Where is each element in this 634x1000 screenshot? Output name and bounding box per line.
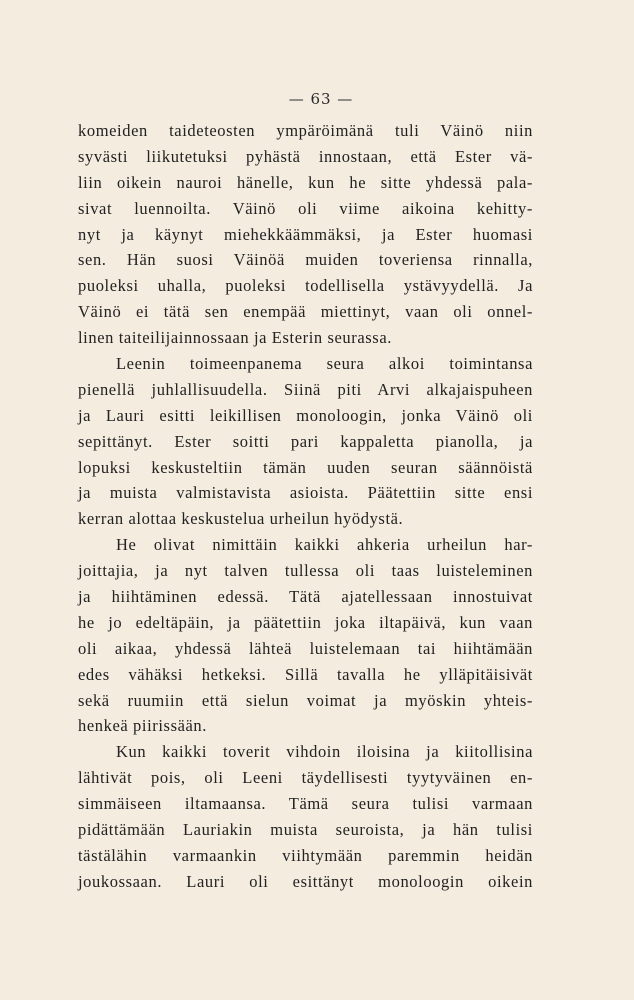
text-line: oli aikaa, yhdessä lähteä luistelemaan tai hiihtämään xyxy=(78,638,533,658)
text-line: sepittänyt. Ester soitti pari kappaletta pianolla, ja xyxy=(78,431,533,451)
text-line: puoleksi uhalla, puoleksi todellisella ystävyydellä. Ja xyxy=(78,276,533,296)
text-line: syvästi liikutetuksi pyhästä innostaan, että Ester vä- xyxy=(78,146,533,166)
text-line: ja hiihtäminen edessä. Tätä ajatellessaan innostuivat xyxy=(78,587,533,607)
page-number: — 63 — xyxy=(288,90,354,108)
text-line: lopuksi keskusteltiin tämän uuden seuran säännöistä xyxy=(78,457,533,477)
text-line: sekä ruumiin että sielun voimat ja myöskin yhteis- xyxy=(78,690,533,710)
text-line: liin oikein nauroi hänelle, kun he sitte yhdessä pala- xyxy=(78,172,533,192)
text-line: sivat luennoilta. Väinö oli viime aikoina kehitty- xyxy=(78,198,533,218)
text-line: linen taiteilijainnossaan ja Esterin seurassa. xyxy=(78,328,392,348)
text-line: joukossaan. Lauri oli esittänyt monoloogin oikein xyxy=(78,871,533,891)
text-line: pidättämään Lauriakin muista seuroista, ja hän tulisi xyxy=(78,820,533,840)
text-line: simmäiseen iltamaansa. Tämä seura tulisi varmaan xyxy=(78,794,533,814)
text-line: ja Lauri esitti leikillisen monoloogin, jonka Väinö oli xyxy=(78,405,533,425)
text-line: lähtivät pois, oli Leeni täydellisesti tyytyväinen en- xyxy=(78,768,533,788)
text-line: kerran alottaa keskustelua urheilun hyödystä. xyxy=(78,509,404,529)
text-line: Kun kaikki toverit vihdoin iloisina ja kiitollisina xyxy=(116,742,533,762)
text-line: edes vähäksi hetkeksi. Sillä tavalla he ylläpitäisivät xyxy=(78,664,533,684)
text-line: tästälähin varmaankin viihtymään paremmin heidän xyxy=(78,845,533,865)
text-line: Leenin toimeenpanema seura alkoi toimintansa xyxy=(116,354,533,374)
text-line: ja muista valmistavista asioista. Päätettiin sitte ensi xyxy=(78,483,533,503)
text-line: henkeä piirissään. xyxy=(78,716,208,736)
text-line: Väinö ei tätä sen enempää miettinyt, vaan oli onnel- xyxy=(78,302,533,322)
text-line: komeiden taideteosten ympäröimänä tuli Väinö niin xyxy=(78,121,533,140)
text-line: pienellä juhlallisuudella. Siinä piti Arvi alkajaispuheen xyxy=(78,379,533,399)
text-line: joittajia, ja nyt talven tullessa oli taas luisteleminen xyxy=(78,561,533,581)
text-line: He olivat nimittäin kaikki ahkeria urheilun har- xyxy=(116,535,533,555)
text-line: sen. Hän suosi Väinöä muiden toveriensa rinnalla, xyxy=(78,250,533,270)
text-line: he jo edeltäpäin, ja päätettiin joka iltapäivä, kun vaan xyxy=(78,612,533,632)
text-line: nyt ja käynyt miehekkäämmäksi, ja Ester huomasi xyxy=(78,224,533,244)
body-text xyxy=(78,118,533,895)
